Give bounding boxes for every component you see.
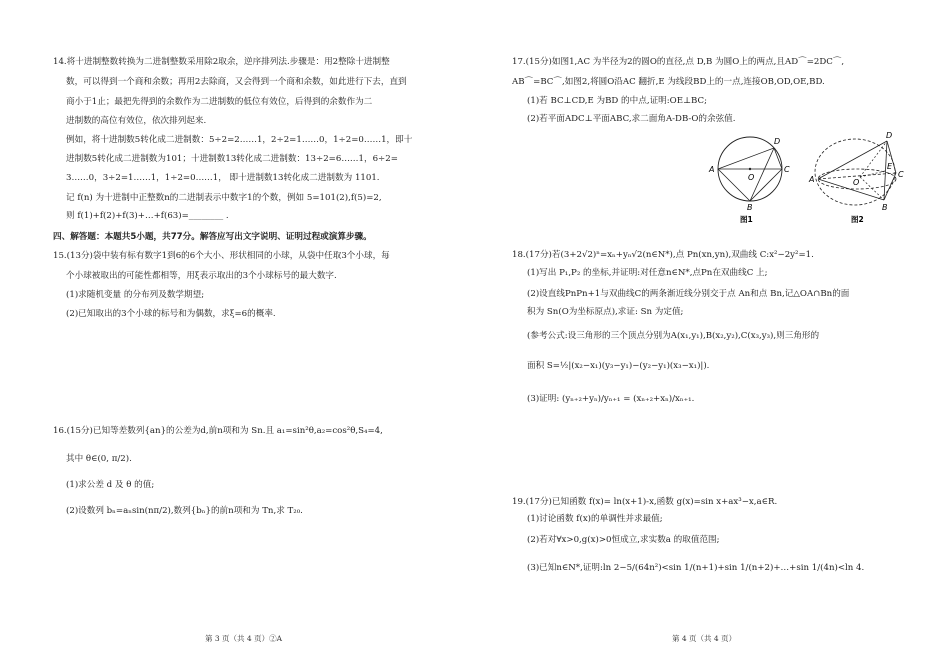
q14-line-4: 进制数的高位有效位，依次排列起来. [66, 116, 207, 126]
fig1-label-c: C [784, 165, 790, 174]
fig1-label-a: A [709, 165, 715, 174]
q17-line-3: (1)若 BC⊥CD,E 为BD 的中点,证明:OE⊥BC; [527, 96, 707, 106]
q16-line-4: (2)设数列 bₙ=aₙsin(nπ/2),数列{bₙ}的前n项和为 Tn,求 T₂₀. [66, 506, 303, 516]
q17-line-2: AB⌒=BC⌒,如图2,将圆O沿AC 翻折,E 为线段BD上的一点,连接OB,OD,OE,BD. [512, 77, 825, 87]
q16-line-1: 16.(15分)已知等差数列{an}的公差为d,前n项和为 Sn.且 a₁=sin²θ,a₂=cos²θ,S₄=4, [53, 426, 383, 436]
fig2-label-b: B [882, 203, 888, 212]
q15-line-1: 15.(13分)袋中装有标有数字1到6的6个大小、形状相同的小球，从袋中任取3个小球，每 [53, 251, 390, 261]
q19-line-4: (3)已知n∈N*,证明:ln 2−5/(64n²)<sin 1/(n+1)+sin 1/(n+2)+…+sin 1/(4n)<ln 4. [527, 563, 865, 573]
figure-2 [805, 127, 907, 225]
fig2-label-c: C [898, 170, 904, 179]
q14-line-9: 则 f(1)+f(2)+f(3)+…+f(63)=________ . [66, 211, 229, 221]
q14-line-8: 记 f(n) 为十进制中正整数n的二进制表示中数字1的个数，例如 5=101(2),f(5)=2, [66, 193, 382, 203]
q14-line-7: 3……0，3÷2=1……1，1÷2=0……1， 即十进制数13转化成二进制数为 1101. [66, 173, 380, 183]
q17-line-1: 17.(15分)如图1,AC 为半径为2的圆O的直径,点 D,B 为圆O上的两点,且AD⌒=2DC⌒, [512, 57, 845, 67]
q17-line-4: (2)若平面ADC⊥平面ABC,求二面角A-DB-O的余弦值. [527, 114, 736, 124]
figure-1 [703, 127, 798, 225]
figure-1-caption: 图1 [740, 215, 753, 224]
q18-line-3: (2)设直线PnPn+1与双曲线C的两条渐近线分别交于点 An和点 Bn,记△OA∩Bn的面 [527, 289, 850, 299]
fig2-label-d: D [886, 131, 893, 140]
page-4-footer: 第 4 页（共 4 页） [672, 634, 737, 643]
page-3-footer: 第 3 页（共 4 页）②A [205, 634, 282, 643]
q14-line-5: 例如，将十进制数5转化成二进制数：5÷2=2……1，2÷2=1……0，1÷2=0……1，即十 [66, 135, 413, 145]
fig2-label-e: E [887, 162, 893, 171]
q15-line-4: (2)已知取出的3个小球的标号和为偶数，求ξ=6的概率. [66, 309, 276, 319]
q19-line-1: 19.(17分)已知函数 f(x)= ln(x+1)-x,函数 g(x)=sin x+ax³−x,a∈R. [512, 497, 778, 507]
q18-line-5: (参考公式:设三角形的三个顶点分别为A(x₁,y₁),B(x₂,y₂),C(x₃,y₃),则三角形的 [527, 331, 820, 341]
fig2-label-a: A [809, 175, 815, 184]
fig1-label-o: O [748, 173, 755, 182]
fig1-label-d: D [774, 137, 781, 146]
q14-line-1: 14.将十进制整数转换为二进制整数采用除2取余，逆序排列法.步骤是：用2整除十进制整 [53, 57, 390, 67]
q15-line-2: 个小球被取出的可能性都相等，用ξ表示取出的3个小球标号的最大数字. [66, 271, 337, 281]
q15-line-3: (1)求随机变量 的分布列及数学期望; [66, 290, 205, 300]
figure-2-caption: 图2 [851, 215, 864, 224]
fig2-label-o: O [853, 178, 860, 187]
q14-line-2: 数，可以得到一个商和余数；再用2去除商，又会得到一个商和余数，如此进行下去，直到 [66, 77, 407, 87]
section-4-heading: 四、解答题：本题共5小题，共77分。解答应写出文字说明、证明过程或演算步骤。 [53, 232, 372, 242]
q18-line-6: 面积 S=½|(x₂−x₁)(y₃−y₁)−(y₂−y₁)(x₃−x₁)|). [527, 361, 710, 371]
fig1-label-b: B [747, 203, 753, 212]
q18-line-2: (1)写出 P₁,P₂ 的坐标,并证明:对任意n∈N*,点Pn在双曲线C 上; [527, 268, 768, 278]
q14-line-3: 商小于1止；最把先得到的余数作为二进制数的低位有效位，后得到的余数作为二 [66, 97, 373, 107]
q16-line-3: (1)求公差 d 及 θ 的值; [66, 480, 155, 490]
q19-line-3: (2)若对∀x>0,g(x)>0恒成立,求实数a 的取值范围; [527, 535, 720, 545]
q18-line-7: (3)证明: (yₙ₊₂+yₙ)/yₙ₊₁ = (xₙ₊₂+xₙ)/xₙ₊₁. [527, 394, 695, 404]
q19-line-2: (1)讨论函数 f(x)的单调性并求最值; [527, 514, 663, 524]
page-4 [475, 0, 950, 672]
q14-line-6: 进制数5转化成二进制数为101；十进制数13转化成二进制数：13÷2=6……1，6÷2= [66, 154, 398, 164]
q18-line-4: 积为 Sn(O为坐标原点),求证: Sn 为定值; [527, 307, 684, 317]
q18-line-1: 18.(17分)若(3+2√2)ⁿ=xₙ+yₙ√2(n∈N*),点 Pn(xn,yn),双曲线 C:x²−2y²=1. [512, 250, 814, 260]
q16-line-2: 其中 θ∈(0, π/2). [66, 454, 132, 464]
